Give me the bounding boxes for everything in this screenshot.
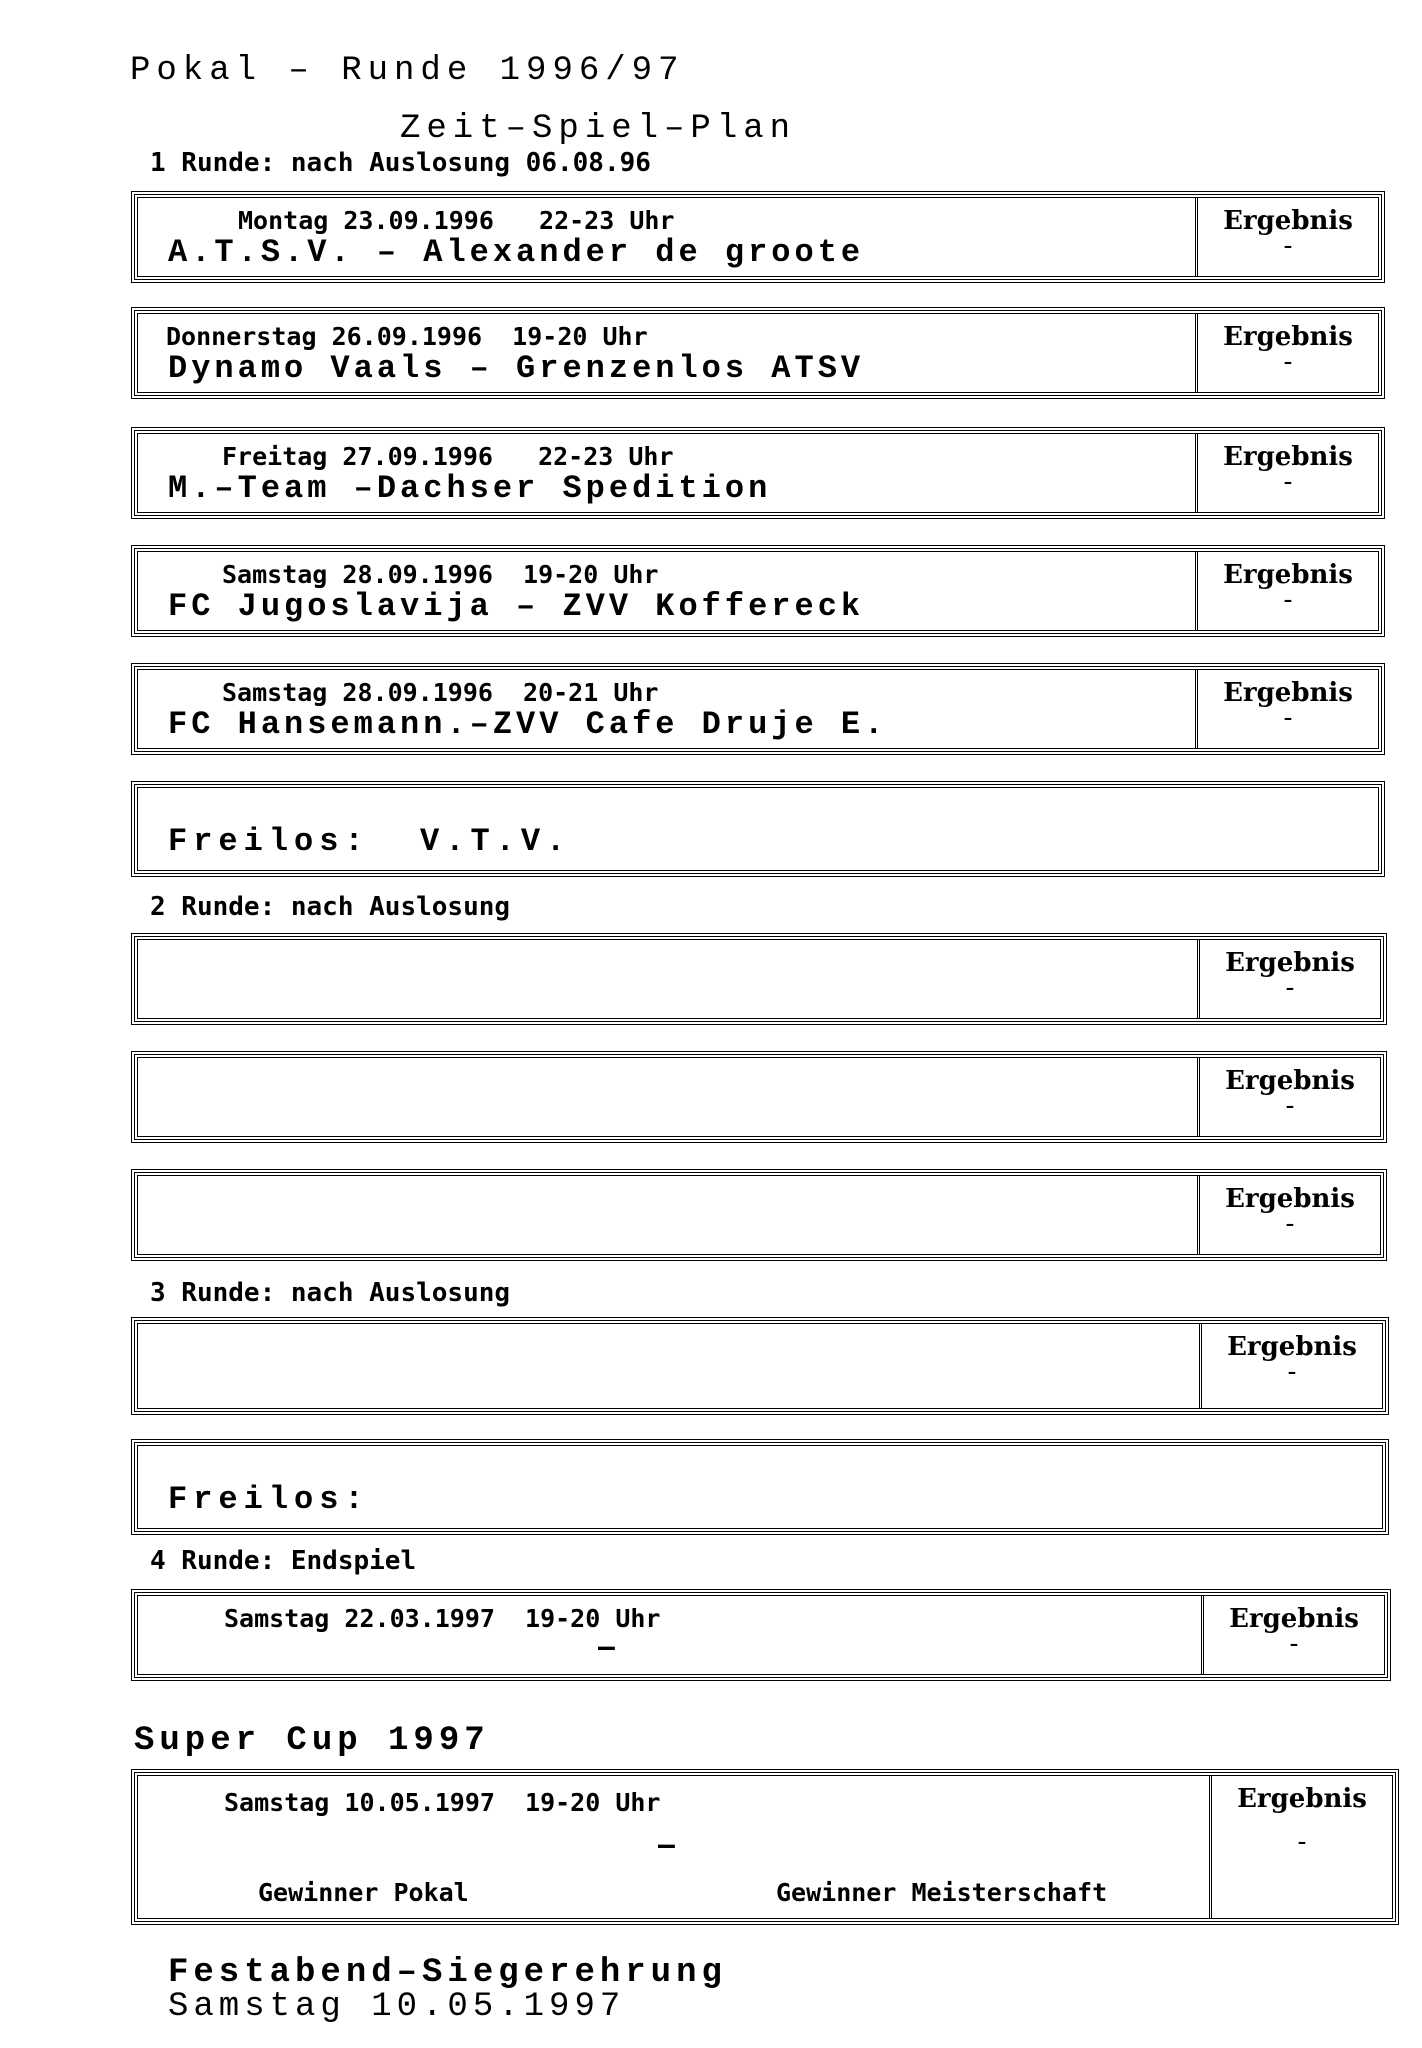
supercup-box (134, 1772, 1396, 1922)
match-box (134, 430, 1382, 516)
match-box (134, 936, 1384, 1022)
match-date: Freitag 27.09.1996 22-23 Uhr (222, 442, 674, 471)
freilos-box (134, 1442, 1386, 1532)
match-date: Samstag 22.03.1997 19-20 Uhr (224, 1604, 661, 1633)
team-left: Gewinner Pokal (258, 1878, 469, 1907)
result-cell (1197, 1058, 1380, 1136)
match-date: Samstag 10.05.1997 19-20 Uhr (224, 1788, 661, 1817)
match-info (138, 1324, 1202, 1408)
result-value: - (1280, 347, 1296, 377)
result-value: - (1280, 703, 1296, 733)
match-box (134, 1320, 1386, 1412)
match-info (138, 1176, 1200, 1254)
result-label: Ergebnis (1225, 948, 1355, 978)
match-teams: FC Jugoslavija – ZVV Koffereck (168, 588, 865, 625)
result-label: Ergebnis (1225, 1184, 1355, 1214)
freilos-text: Freilos: (168, 1481, 370, 1518)
result-cell (1195, 434, 1378, 512)
round-3-label: 3 Runde: nach Auslosung (150, 1278, 511, 1308)
final-match-box (134, 1592, 1388, 1678)
result-label: Ergebnis (1223, 678, 1353, 708)
result-label: Ergebnis (1227, 1332, 1357, 1362)
team-right: Gewinner Meisterschaft (776, 1878, 1108, 1907)
match-box (134, 666, 1382, 752)
round-1-label: 1 Runde: nach Auslosung 06.08.96 (150, 148, 651, 178)
match-date: Donnerstag 26.09.1996 19-20 Uhr (166, 322, 648, 351)
result-label: Ergebnis (1229, 1604, 1359, 1634)
festabend-date: Samstag 10.05.1997 (168, 1988, 626, 2026)
match-teams: Dynamo Vaals – Grenzenlos ATSV (168, 350, 865, 387)
result-value: - (1286, 1629, 1302, 1659)
page-subtitle: Zeit–Spiel–Plan (400, 110, 797, 148)
result-value: - (1280, 467, 1296, 497)
match-info (138, 314, 1198, 392)
round-4-label: 4 Runde: Endspiel (150, 1546, 417, 1576)
match-info (138, 434, 1198, 512)
freilos-text: Freilos: V.T.V. (168, 823, 572, 860)
result-value: - (1282, 973, 1298, 1003)
match-box (134, 194, 1382, 280)
match-teams: M.–Team –Dachser Spedition (168, 470, 772, 507)
match-info (138, 1058, 1200, 1136)
page-title: Pokal – Runde 1996/97 (130, 52, 685, 90)
festabend-block (168, 1956, 727, 2024)
match-box (134, 548, 1382, 634)
result-cell (1195, 198, 1378, 276)
match-box (134, 310, 1382, 396)
festabend-title: Festabend–Siegerehrung (168, 1954, 727, 1992)
match-info (138, 670, 1198, 748)
result-cell (1195, 670, 1378, 748)
result-cell (1195, 314, 1378, 392)
result-cell (1195, 552, 1378, 630)
result-value: - (1282, 1209, 1298, 1239)
result-label: Ergebnis (1223, 560, 1353, 590)
result-label: Ergebnis (1223, 206, 1353, 236)
match-teams: A.T.S.V. – Alexander de groote (168, 234, 865, 271)
result-label: Ergebnis (1237, 1784, 1367, 1814)
result-value: - (1280, 231, 1296, 261)
match-info (138, 940, 1200, 1018)
result-cell (1201, 1596, 1384, 1674)
match-date: Samstag 28.09.1996 19-20 Uhr (222, 560, 659, 589)
match-info (138, 1596, 1204, 1674)
result-value: - (1294, 1827, 1310, 1857)
result-label: Ergebnis (1223, 322, 1353, 352)
result-label: Ergebnis (1225, 1066, 1355, 1096)
result-cell (1199, 1324, 1382, 1408)
match-dash: — (598, 1630, 615, 1663)
result-cell (1197, 940, 1380, 1018)
match-info (138, 198, 1198, 276)
supercup-title: Super Cup 1997 (134, 1722, 490, 1760)
match-info (138, 552, 1198, 630)
match-box (134, 1054, 1384, 1140)
freilos-box (134, 784, 1382, 874)
result-value: - (1282, 1091, 1298, 1121)
match-date: Samstag 28.09.1996 20-21 Uhr (222, 678, 659, 707)
match-info (138, 1776, 1212, 1918)
result-value: - (1284, 1357, 1300, 1387)
match-date: Montag 23.09.1996 22-23 Uhr (238, 206, 675, 235)
match-box (134, 1172, 1384, 1258)
result-cell (1209, 1776, 1392, 1918)
result-label: Ergebnis (1223, 442, 1353, 472)
match-dash: — (658, 1828, 675, 1861)
result-cell (1197, 1176, 1380, 1254)
match-teams: FC Hansemann.–ZVV Cafe Druje E. (168, 706, 888, 743)
result-value: - (1280, 585, 1296, 615)
round-2-label: 2 Runde: nach Auslosung (150, 892, 511, 922)
